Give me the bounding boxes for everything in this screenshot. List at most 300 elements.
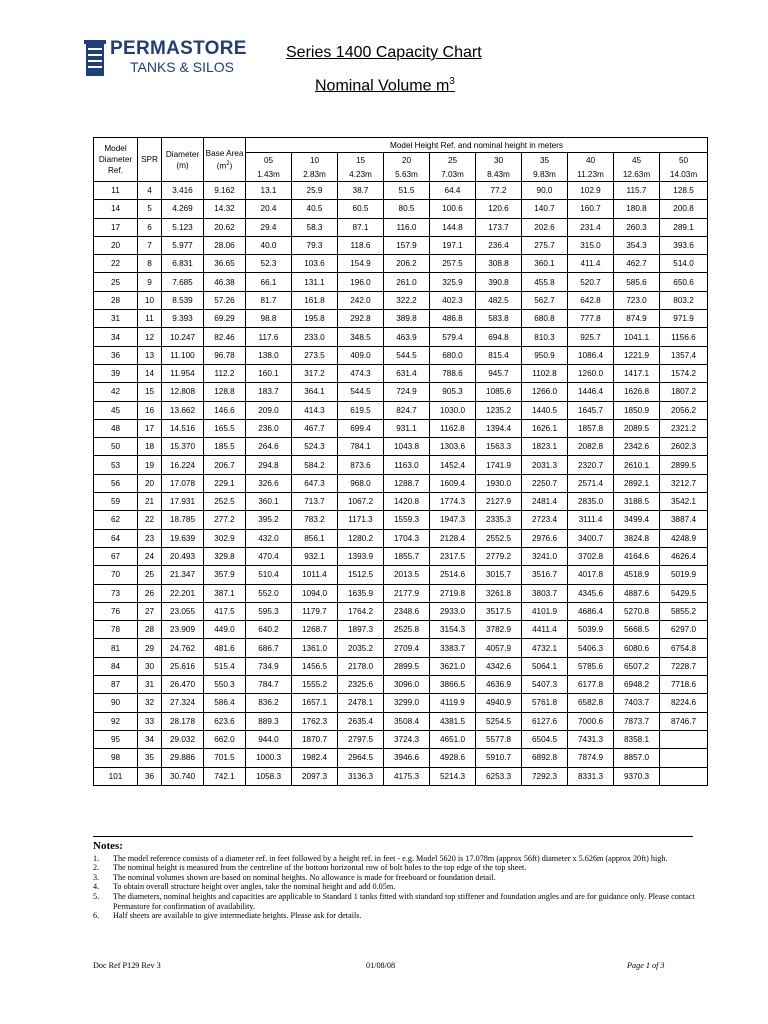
table-cell: 4940.9	[476, 694, 522, 712]
table-cell: 3136.3	[338, 767, 384, 785]
table-cell: 292.8	[338, 310, 384, 328]
table-cell: 2250.7	[522, 474, 568, 492]
table-cell: 788.6	[430, 364, 476, 382]
table-cell: 60.5	[338, 200, 384, 218]
table-cell: 140.7	[522, 200, 568, 218]
table-cell: 348.5	[338, 328, 384, 346]
note-text: The nominal volumes shown are based on nominal heights. No allowance is made for freeboard or foundation detail.	[113, 872, 496, 882]
height-meters-header: 7.03m	[430, 167, 476, 182]
table-cell: 640.2	[246, 621, 292, 639]
table-cell: 183.7	[246, 383, 292, 401]
height-meters-header: 11.23m	[568, 167, 614, 182]
table-cell: 180.8	[614, 200, 660, 218]
table-cell: 662.0	[204, 730, 246, 748]
table-cell: 19.639	[162, 529, 204, 547]
table-cell: 103.6	[292, 255, 338, 273]
table-cell: 67	[94, 547, 138, 565]
table-cell: 39	[94, 364, 138, 382]
table-cell: 3803.7	[522, 584, 568, 602]
height-meters-header: 12.63m	[614, 167, 660, 182]
height-ref-header: 15	[338, 153, 384, 168]
table-cell: 944.0	[246, 730, 292, 748]
table-cell: 2525.8	[384, 621, 430, 639]
table-cell: 27	[138, 602, 162, 620]
table-cell: 10	[138, 291, 162, 309]
table-cell: 6127.6	[522, 712, 568, 730]
table-cell: 252.5	[204, 493, 246, 511]
height-ref-header: 30	[476, 153, 522, 168]
table-cell: 98	[94, 749, 138, 767]
table-cell: 23.055	[162, 602, 204, 620]
table-cell: 2089.5	[614, 419, 660, 437]
table-cell: 73	[94, 584, 138, 602]
table-cell: 209.0	[246, 401, 292, 419]
table-row	[94, 383, 708, 401]
table-cell: 432.0	[246, 529, 292, 547]
table-cell: 27.324	[162, 694, 204, 712]
note-number: 3.	[93, 872, 100, 882]
table-cell: 20	[94, 236, 138, 254]
table-cell: 2177.9	[384, 584, 430, 602]
table-cell: 112.2	[204, 364, 246, 382]
table-cell: 3111.4	[568, 511, 614, 529]
table-cell: 59	[94, 493, 138, 511]
table-cell: 25	[94, 273, 138, 291]
table-cell: 873.6	[338, 456, 384, 474]
table-cell: 905.3	[430, 383, 476, 401]
table-cell: 836.2	[246, 694, 292, 712]
height-ref-header: 05	[246, 153, 292, 168]
table-cell: 1774.3	[430, 493, 476, 511]
table-cell: 317.2	[292, 364, 338, 382]
table-cell: 98.8	[246, 310, 292, 328]
table-cell: 4686.4	[568, 602, 614, 620]
table-cell: 562.7	[522, 291, 568, 309]
table-cell: 1162.8	[430, 419, 476, 437]
table-cell: 2127.9	[476, 493, 522, 511]
table-cell: 229.1	[204, 474, 246, 492]
table-row	[94, 273, 708, 291]
table-cell: 4345.6	[568, 584, 614, 602]
table-cell: 3241.0	[522, 547, 568, 565]
table-cell: 80.5	[384, 200, 430, 218]
table-cell	[660, 749, 708, 767]
table-cell: 1823.1	[522, 438, 568, 456]
table-cell: 2602.3	[660, 438, 708, 456]
table-cell: 233.0	[292, 328, 338, 346]
table-cell: 1440.5	[522, 401, 568, 419]
table-cell: 5406.3	[568, 639, 614, 657]
table-cell: 2797.5	[338, 730, 384, 748]
table-cell: 1982.4	[292, 749, 338, 767]
table-cell: 4411.4	[522, 621, 568, 639]
table-cell: 1268.7	[292, 621, 338, 639]
note-item	[93, 892, 703, 911]
table-cell: 680.0	[430, 346, 476, 364]
table-cell: 7874.9	[568, 749, 614, 767]
table-row	[94, 236, 708, 254]
table-cell: 17.931	[162, 493, 204, 511]
table-cell: 4381.5	[430, 712, 476, 730]
table-cell: 1000.3	[246, 749, 292, 767]
table-cell: 6253.3	[476, 767, 522, 785]
table-cell: 971.9	[660, 310, 708, 328]
table-cell: 3499.4	[614, 511, 660, 529]
table-cell: 2552.5	[476, 529, 522, 547]
table-cell: 87.1	[338, 218, 384, 236]
table-cell: 699.4	[338, 419, 384, 437]
table-cell: 20.62	[204, 218, 246, 236]
table-cell: 294.8	[246, 456, 292, 474]
table-cell: 815.4	[476, 346, 522, 364]
table-cell: 3824.8	[614, 529, 660, 547]
table-cell: 510.4	[246, 566, 292, 584]
table-cell: 474.3	[338, 364, 384, 382]
notes-title: Notes:	[93, 840, 123, 852]
table-cell: 402.3	[430, 291, 476, 309]
table-cell: 40.5	[292, 200, 338, 218]
table-cell: 414.3	[292, 401, 338, 419]
table-cell: 680.8	[522, 310, 568, 328]
table-cell: 2321.2	[660, 419, 708, 437]
table-cell: 1171.3	[338, 511, 384, 529]
table-cell: 2610.1	[614, 456, 660, 474]
table-cell: 146.6	[204, 401, 246, 419]
table-row	[94, 291, 708, 309]
table-row	[94, 218, 708, 236]
table-cell: 544.5	[384, 346, 430, 364]
table-cell: 486.8	[430, 310, 476, 328]
table-row	[94, 493, 708, 511]
table-row	[94, 639, 708, 657]
table-cell: 5064.1	[522, 657, 568, 675]
table-cell: 48	[94, 419, 138, 437]
table-cell: 4887.6	[614, 584, 660, 602]
table-cell: 1067.2	[338, 493, 384, 511]
table-cell: 932.1	[292, 547, 338, 565]
table-cell: 8358.1	[614, 730, 660, 748]
table-cell: 40.0	[246, 236, 292, 254]
table-cell: 4651.0	[430, 730, 476, 748]
table-cell: 11.100	[162, 346, 204, 364]
table-cell: 360.1	[246, 493, 292, 511]
table-row	[94, 200, 708, 218]
table-cell: 1870.7	[292, 730, 338, 748]
table-cell: 69.29	[204, 310, 246, 328]
table-row	[94, 676, 708, 694]
table-cell: 160.1	[246, 364, 292, 382]
table-row	[94, 328, 708, 346]
table-cell: 42	[94, 383, 138, 401]
table-cell: 390.8	[476, 273, 522, 291]
table-cell: 116.0	[384, 218, 430, 236]
table-cell: 257.5	[430, 255, 476, 273]
table-cell: 231.4	[568, 218, 614, 236]
table-cell: 157.9	[384, 236, 430, 254]
table-cell: 21.347	[162, 566, 204, 584]
table-cell: 1807.2	[660, 383, 708, 401]
table-cell: 173.7	[476, 218, 522, 236]
table-cell: 1085.6	[476, 383, 522, 401]
table-cell: 2342.6	[614, 438, 660, 456]
table-cell: 1741.9	[476, 456, 522, 474]
table-cell: 45	[94, 401, 138, 419]
table-cell: 23	[138, 529, 162, 547]
table-cell: 78	[94, 621, 138, 639]
table-cell: 694.8	[476, 328, 522, 346]
table-row	[94, 401, 708, 419]
notes-divider	[93, 836, 693, 837]
table-cell: 53	[94, 456, 138, 474]
table-row	[94, 657, 708, 675]
capacity-table	[93, 137, 708, 786]
table-cell: 2719.8	[430, 584, 476, 602]
table-cell: 449.0	[204, 621, 246, 639]
table-cell: 7431.3	[568, 730, 614, 748]
table-cell: 742.1	[204, 767, 246, 785]
table-cell: 18	[138, 438, 162, 456]
table-cell: 325.9	[430, 273, 476, 291]
table-cell: 3015.7	[476, 566, 522, 584]
table-cell: 2348.6	[384, 602, 430, 620]
table-cell: 7	[138, 236, 162, 254]
table-cell: 92	[94, 712, 138, 730]
table-cell: 524.3	[292, 438, 338, 456]
table-cell: 12.808	[162, 383, 204, 401]
table-cell: 3946.6	[384, 749, 430, 767]
height-ref-header: 35	[522, 153, 568, 168]
table-cell: 3508.4	[384, 712, 430, 730]
table-cell: 5407.3	[522, 676, 568, 694]
table-cell: 9.162	[204, 182, 246, 200]
table-cell: 784.7	[246, 676, 292, 694]
table-cell: 3154.3	[430, 621, 476, 639]
table-cell: 470.4	[246, 547, 292, 565]
table-cell: 7403.7	[614, 694, 660, 712]
table-cell: 70	[94, 566, 138, 584]
table-cell: 154.9	[338, 255, 384, 273]
table-cell: 14	[94, 200, 138, 218]
table-cell: 29.4	[246, 218, 292, 236]
table-row	[94, 749, 708, 767]
table-row	[94, 511, 708, 529]
table-cell: 25.9	[292, 182, 338, 200]
table-cell: 4	[138, 182, 162, 200]
table-cell: 889.3	[246, 712, 292, 730]
notes-section	[93, 842, 703, 921]
table-cell: 2571.4	[568, 474, 614, 492]
table-cell: 2031.3	[522, 456, 568, 474]
table-cell: 354.3	[614, 236, 660, 254]
table-cell: 395.2	[246, 511, 292, 529]
table-cell: 52.3	[246, 255, 292, 273]
table-cell: 6754.8	[660, 639, 708, 657]
table-cell: 46.38	[204, 273, 246, 291]
height-meters-header: 2.83m	[292, 167, 338, 182]
table-cell: 1626.1	[522, 419, 568, 437]
table-cell: 24	[138, 547, 162, 565]
table-cell: 6	[138, 218, 162, 236]
table-cell: 64	[94, 529, 138, 547]
table-cell: 5429.5	[660, 584, 708, 602]
table-cell: 236.0	[246, 419, 292, 437]
table-cell: 12	[138, 328, 162, 346]
table-cell: 3096.0	[384, 676, 430, 694]
table-cell: 1260.0	[568, 364, 614, 382]
table-cell: 1393.9	[338, 547, 384, 565]
table-cell: 87	[94, 676, 138, 694]
table-cell: 7718.6	[660, 676, 708, 694]
table-cell: 5214.3	[430, 767, 476, 785]
table-row	[94, 767, 708, 785]
logo-brand-text: PERMASTORE	[110, 38, 247, 59]
note-text: The nominal height is measured from the centreline of the bottom horizontal row of bolt holes to the top edge of the top sheet.	[113, 863, 527, 873]
table-cell: 724.9	[384, 383, 430, 401]
height-ref-header: 50	[660, 153, 708, 168]
table-row	[94, 547, 708, 565]
table-cell: 302.9	[204, 529, 246, 547]
table-cell: 1574.2	[660, 364, 708, 382]
table-cell: 1094.0	[292, 584, 338, 602]
table-cell: 2178.0	[338, 657, 384, 675]
table-cell: 5910.7	[476, 749, 522, 767]
table-cell: 4342.6	[476, 657, 522, 675]
table-cell: 7000.6	[568, 712, 614, 730]
table-cell: 544.5	[338, 383, 384, 401]
table-cell: 2320.7	[568, 456, 614, 474]
table-cell: 2964.5	[338, 749, 384, 767]
table-cell: 4175.3	[384, 767, 430, 785]
table-cell: 784.1	[338, 438, 384, 456]
table-cell: 3299.0	[384, 694, 430, 712]
table-cell: 16	[138, 401, 162, 419]
table-cell: 36.65	[204, 255, 246, 273]
table-cell: 2709.4	[384, 639, 430, 657]
table-cell: 623.6	[204, 712, 246, 730]
table-cell: 1280.2	[338, 529, 384, 547]
table-cell: 4101.9	[522, 602, 568, 620]
table-cell: 117.6	[246, 328, 292, 346]
table-row	[94, 730, 708, 748]
table-cell: 1030.0	[430, 401, 476, 419]
table-cell: 357.9	[204, 566, 246, 584]
table-row	[94, 621, 708, 639]
table-cell: 11	[138, 310, 162, 328]
table-cell: 50	[94, 438, 138, 456]
table-row	[94, 346, 708, 364]
table-cell: 417.5	[204, 602, 246, 620]
table-cell: 650.6	[660, 273, 708, 291]
table-cell: 6582.8	[568, 694, 614, 712]
table-cell: 550.3	[204, 676, 246, 694]
table-cell: 66.1	[246, 273, 292, 291]
table-cell: 8.539	[162, 291, 204, 309]
table-row	[94, 529, 708, 547]
table-cell: 2892.1	[614, 474, 660, 492]
table-cell: 8331.3	[568, 767, 614, 785]
table-cell: 51.5	[384, 182, 430, 200]
table-cell: 2056.2	[660, 401, 708, 419]
table-cell: 619.5	[338, 401, 384, 419]
table-cell: 26.470	[162, 676, 204, 694]
table-cell: 195.8	[292, 310, 338, 328]
table-cell: 23.909	[162, 621, 204, 639]
table-cell: 8224.6	[660, 694, 708, 712]
height-meters-header: 5.63m	[384, 167, 430, 182]
table-cell: 62	[94, 511, 138, 529]
table-row	[94, 712, 708, 730]
table-cell: 118.6	[338, 236, 384, 254]
page-title: Series 1400 Capacity Chart	[286, 44, 482, 61]
table-cell: 1394.4	[476, 419, 522, 437]
table-cell: 520.7	[568, 273, 614, 291]
table-cell: 315.0	[568, 236, 614, 254]
table-cell: 1559.3	[384, 511, 430, 529]
table-cell: 393.6	[660, 236, 708, 254]
table-cell: 945.7	[476, 364, 522, 382]
table-cell: 462.7	[614, 255, 660, 273]
table-cell: 2013.5	[384, 566, 430, 584]
table-cell: 5761.8	[522, 694, 568, 712]
table-cell: 95	[94, 730, 138, 748]
table-cell: 30	[138, 657, 162, 675]
table-cell: 15	[138, 383, 162, 401]
table-row	[94, 419, 708, 437]
table-cell: 2082.8	[568, 438, 614, 456]
table-row	[94, 438, 708, 456]
table-cell: 102.9	[568, 182, 614, 200]
table-cell: 5019.9	[660, 566, 708, 584]
table-cell: 824.7	[384, 401, 430, 419]
table-cell: 2097.3	[292, 767, 338, 785]
table-cell: 7.685	[162, 273, 204, 291]
table-cell: 8	[138, 255, 162, 273]
table-cell: 22.201	[162, 584, 204, 602]
table-cell: 128.5	[660, 182, 708, 200]
table-cell: 3517.5	[476, 602, 522, 620]
table-cell: 579.4	[430, 328, 476, 346]
table-cell: 647.3	[292, 474, 338, 492]
table-cell: 1102.8	[522, 364, 568, 382]
note-item	[93, 911, 703, 921]
table-cell: 4164.6	[614, 547, 660, 565]
page-subtitle: Nominal Volume $m^3$	[315, 76, 455, 95]
table-cell: 4732.1	[522, 639, 568, 657]
table-cell: 28.178	[162, 712, 204, 730]
table-cell: 32	[138, 694, 162, 712]
table-cell: 1897.3	[338, 621, 384, 639]
table-cell: 26	[138, 584, 162, 602]
table-cell: 810.3	[522, 328, 568, 346]
table-cell: 81	[94, 639, 138, 657]
table-cell: 31	[138, 676, 162, 694]
table-cell: 2933.0	[430, 602, 476, 620]
table-cell: 90.0	[522, 182, 568, 200]
table-cell: 1235.2	[476, 401, 522, 419]
table-cell: 1266.0	[522, 383, 568, 401]
table-cell: 389.8	[384, 310, 430, 328]
table-cell: 34	[138, 730, 162, 748]
table-cell: 1011.4	[292, 566, 338, 584]
table-cell: 5855.2	[660, 602, 708, 620]
table-cell: 1303.6	[430, 438, 476, 456]
col-header-diameter: Diameter (m)	[162, 138, 204, 182]
table-cell: 455.8	[522, 273, 568, 291]
table-cell: 19	[138, 456, 162, 474]
table-cell: 1163.0	[384, 456, 430, 474]
table-cell: 14.516	[162, 419, 204, 437]
table-cell: 4636.9	[476, 676, 522, 694]
